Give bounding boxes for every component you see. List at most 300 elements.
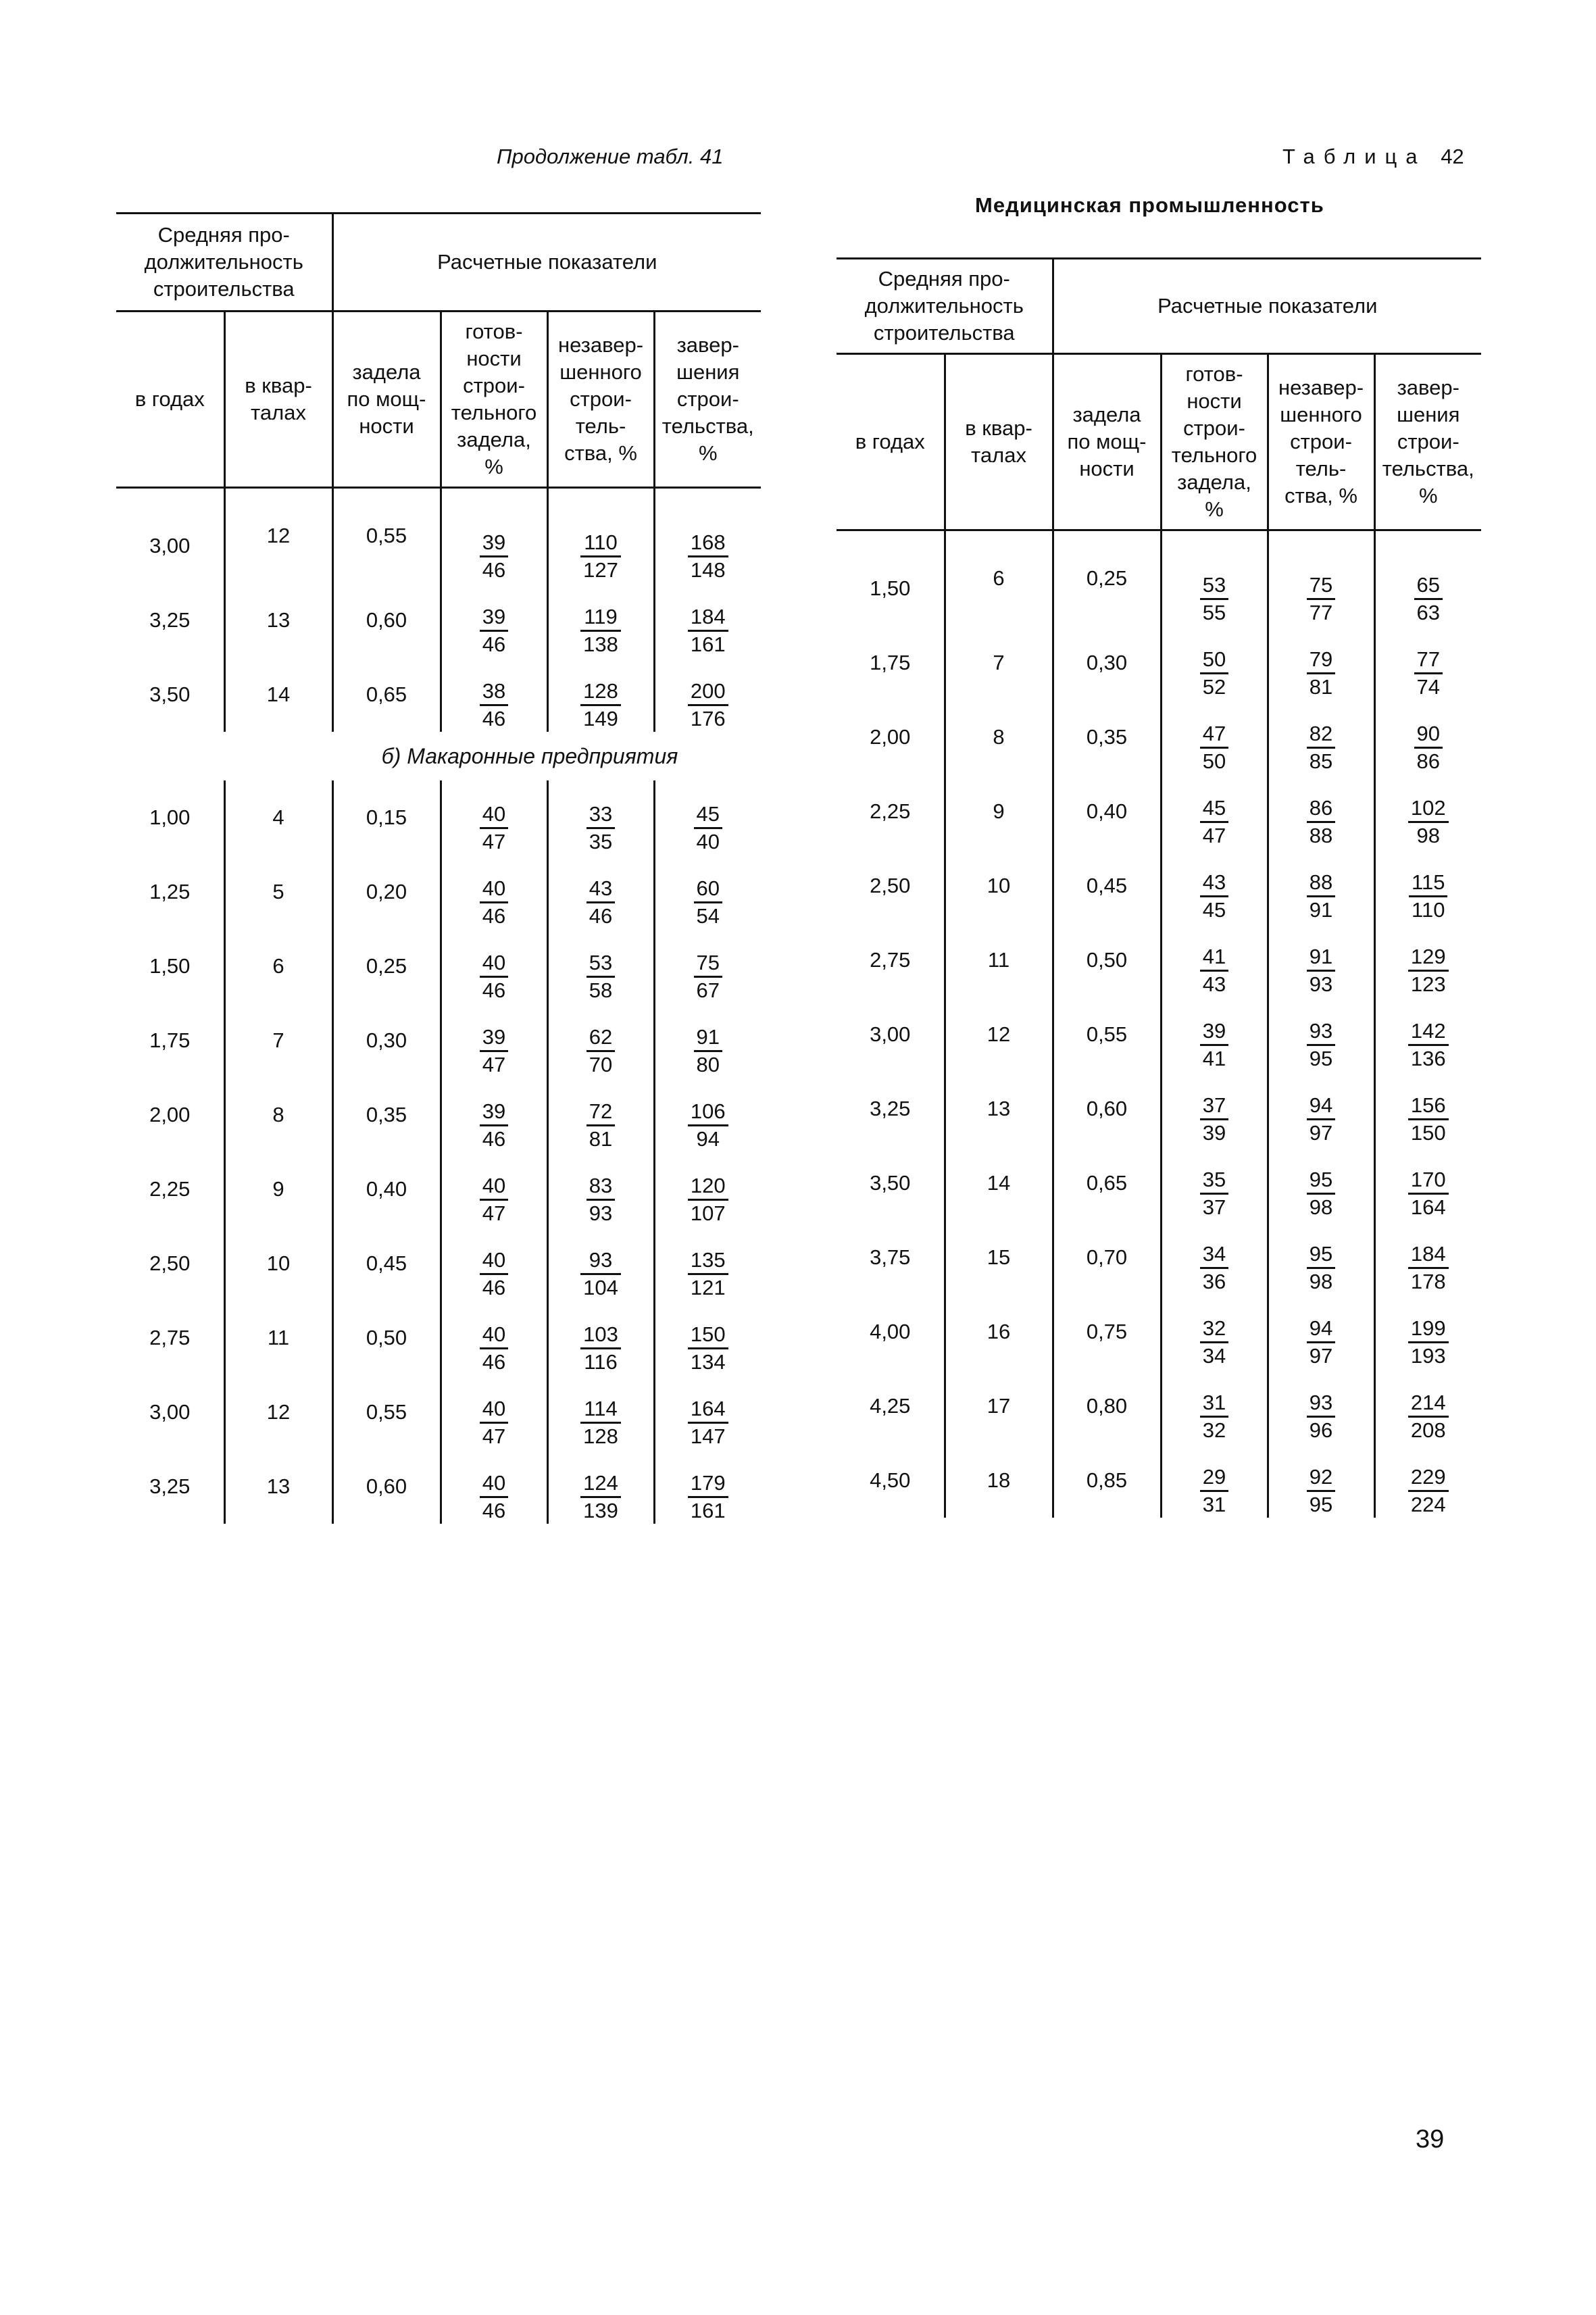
fraction-denominator: 46 [480,555,508,583]
cell-quarters: 13 [224,583,332,657]
cell-quarters: 8 [945,700,1053,774]
fraction-denominator: 35 [587,827,615,855]
fraction-denominator: 161 [688,1496,728,1524]
cell-completion [1374,530,1481,626]
table-row [837,1220,1481,1295]
section-title [116,732,761,780]
fraction-numerator: 168 [690,530,726,554]
fraction [1307,647,1335,700]
table-row [116,929,761,1003]
fraction [1414,647,1443,700]
fraction-denominator: 116 [580,1347,621,1375]
fraction-denominator: 128 [580,1422,621,1449]
fraction-denominator: 139 [580,1496,621,1524]
fraction-denominator: 46 [480,901,508,929]
fraction-denominator: 47 [1200,821,1228,849]
fraction-denominator: 150 [1408,1118,1449,1146]
cell-years: 4,50 [870,1468,911,1492]
fraction [580,1322,621,1375]
fraction [1414,572,1443,626]
fraction-denominator: 193 [1408,1341,1449,1369]
cell-quarters: 12 [224,1375,332,1449]
cell-completion [654,1003,761,1078]
fraction-numerator: 40 [482,1248,506,1272]
fraction-denominator: 107 [688,1199,728,1226]
cell-backlog: 0,45 [332,1226,441,1301]
fraction [688,1322,728,1375]
fraction [1200,647,1228,700]
fraction-denominator: 81 [1307,672,1335,700]
fraction-numerator: 199 [1410,1316,1446,1340]
cell-readiness [441,1003,547,1078]
fraction-numerator: 156 [1410,1093,1446,1117]
right-col-quarters-text: в квар- талах [965,416,1032,467]
cell-years: 1,75 [870,651,911,674]
fraction-denominator: 46 [480,976,508,1003]
fraction-denominator: 88 [1307,821,1335,849]
cell-readiness [1161,1146,1268,1220]
fraction [480,1099,508,1152]
cell-completion [654,780,761,855]
fraction-numerator: 103 [583,1322,618,1346]
fraction-denominator: 85 [1307,747,1335,774]
cell-backlog: 0,45 [1053,849,1161,923]
fraction-numerator: 50 [1202,647,1226,671]
cell-unfinished [547,1449,654,1524]
right-col-completion [1374,354,1481,530]
cell-readiness [441,1301,547,1375]
fraction [1307,1018,1335,1072]
cell-completion [1374,1220,1481,1295]
cell-unfinished [547,657,654,732]
fraction-numerator: 95 [1309,1168,1333,1191]
right-table-label [1282,145,1464,169]
cell-readiness [441,1152,547,1226]
fraction-numerator: 114 [584,1397,618,1420]
cell-readiness [1161,700,1268,774]
cell-backlog: 0,55 [332,1375,441,1449]
cell-completion [654,855,761,929]
fraction-numerator: 53 [589,951,613,974]
cell-years: 1,00 [149,805,191,829]
fraction [1200,944,1228,997]
cell-years: 1,50 [149,954,191,978]
fraction [1200,1093,1228,1146]
fraction-numerator: 33 [589,802,613,826]
cell-quarters: 9 [945,774,1053,849]
fraction [480,876,508,929]
cell-readiness [441,780,547,855]
right-table-title: Медицинская промышленность [975,193,1324,217]
table-row [116,1003,761,1078]
fraction-denominator: 47 [480,1050,508,1078]
right-header-duration [837,259,1053,354]
cell-completion [654,488,761,584]
cell-unfinished [547,1301,654,1375]
cell-completion [654,1226,761,1301]
fraction-numerator: 214 [1410,1391,1446,1414]
fraction [480,604,508,657]
fraction-numerator: 65 [1416,573,1440,597]
table-row [116,488,761,584]
fraction [1408,1390,1449,1443]
cell-readiness [1161,997,1268,1072]
cell-years: 4,00 [870,1320,911,1343]
cell-years: 2,25 [149,1177,191,1201]
fraction-numerator: 150 [690,1322,726,1346]
cell-readiness [1161,626,1268,700]
fraction [1307,721,1335,774]
cell-quarters: 5 [224,855,332,929]
cell-unfinished [547,929,654,1003]
cell-quarters: 13 [945,1072,1053,1146]
fraction [694,1024,722,1078]
fraction [480,1247,508,1301]
fraction-numerator: 110 [584,530,618,554]
fraction-denominator: 32 [1200,1416,1228,1443]
fraction-denominator: 36 [1200,1267,1228,1295]
right-col-backlog [1053,354,1161,530]
fraction [480,950,508,1003]
fraction [580,530,621,583]
fraction-numerator: 43 [1202,870,1226,894]
cell-readiness [441,855,547,929]
fraction-numerator: 179 [690,1471,726,1495]
cell-quarters: 12 [945,997,1053,1072]
fraction-numerator: 79 [1309,647,1333,671]
cell-backlog: 0,55 [332,488,441,584]
cell-backlog: 0,80 [1053,1369,1161,1443]
cell-unfinished [1268,1295,1374,1369]
cell-backlog: 0,40 [332,1152,441,1226]
fraction-denominator: 46 [480,1273,508,1301]
cell-backlog: 0,60 [332,583,441,657]
fraction-denominator: 127 [580,555,621,583]
fraction-denominator: 47 [480,1199,508,1226]
fraction [1414,721,1443,774]
cell-completion [1374,1443,1481,1518]
cell-quarters: 14 [945,1146,1053,1220]
fraction [694,950,722,1003]
cell-readiness [1161,1072,1268,1146]
cell-quarters: 11 [945,923,1053,997]
fraction-numerator: 83 [589,1174,613,1197]
cell-quarters: 6 [224,929,332,1003]
fraction [480,530,508,583]
cell-readiness [441,929,547,1003]
fraction-denominator: 41 [1200,1044,1228,1072]
fraction [1307,1241,1335,1295]
cell-completion [1374,997,1481,1072]
cell-readiness [441,1375,547,1449]
fraction-numerator: 45 [1202,796,1226,820]
fraction-denominator: 46 [480,704,508,732]
cell-unfinished [1268,923,1374,997]
fraction-numerator: 32 [1202,1316,1226,1340]
cell-completion [654,1301,761,1375]
cell-completion [1374,1072,1481,1146]
cell-years: 3,25 [870,1097,911,1120]
left-header-indicators [332,214,761,312]
right-col-quarters [945,354,1053,530]
fraction-numerator: 102 [1410,796,1446,820]
fraction-numerator: 34 [1202,1242,1226,1266]
cell-years: 2,00 [149,1103,191,1126]
cell-completion [654,583,761,657]
cell-unfinished [1268,1369,1374,1443]
fraction [480,1024,508,1078]
fraction [587,1173,615,1226]
fraction-denominator: 54 [694,901,722,929]
fraction-numerator: 229 [1410,1465,1446,1489]
cell-years: 2,50 [149,1251,191,1275]
fraction [1200,1018,1228,1072]
left-col-backlog-text: задела по мощ- ности [347,360,426,438]
fraction [580,1396,621,1449]
section-title-text: б) Макаронные предприятия [381,743,678,768]
cell-backlog: 0,25 [332,929,441,1003]
fraction-denominator: 55 [1200,598,1228,626]
cell-readiness [1161,923,1268,997]
fraction [480,1173,508,1226]
cell-years: 4,25 [870,1394,911,1418]
right-col-unfinished [1268,354,1374,530]
cell-years: 3,25 [149,608,191,632]
fraction [1307,1093,1335,1146]
cell-backlog: 0,20 [332,855,441,929]
fraction-denominator: 31 [1200,1490,1228,1518]
fraction [1200,1316,1228,1369]
cell-years: 3,50 [149,682,191,706]
fraction [587,876,615,929]
fraction-numerator: 43 [589,876,613,900]
table-row [837,1295,1481,1369]
fraction-denominator: 121 [688,1273,728,1301]
fraction-numerator: 119 [584,605,618,628]
fraction-numerator: 40 [482,1174,506,1197]
cell-completion [1374,1295,1481,1369]
fraction-numerator: 39 [482,1099,506,1123]
cell-quarters: 6 [945,530,1053,626]
fraction-numerator: 94 [1309,1316,1333,1340]
cell-years: 3,25 [149,1474,191,1498]
fraction [1409,870,1447,923]
left-table-caption: Продолжение табл. 41 [497,145,724,168]
cell-unfinished [547,1226,654,1301]
fraction-numerator: 184 [690,605,726,628]
cell-readiness [1161,530,1268,626]
fraction [688,1396,728,1449]
fraction-denominator: 95 [1307,1044,1335,1072]
right-col-completion-text: завер- шения строи- тельства, % [1382,376,1474,507]
right-col-years [837,354,945,530]
fraction-denominator: 80 [694,1050,722,1078]
fraction-denominator: 37 [1200,1193,1228,1220]
cell-backlog: 0,40 [1053,774,1161,849]
left-col-completion-text: завер- шения строи- тельства, % [662,333,754,465]
left-col-backlog [332,312,441,488]
fraction [1307,572,1335,626]
fraction-denominator: 95 [1307,1490,1335,1518]
fraction-numerator: 93 [1309,1019,1333,1043]
cell-unfinished [1268,774,1374,849]
cell-readiness [441,1449,547,1524]
left-col-years [116,312,224,488]
fraction-denominator: 46 [480,630,508,657]
fraction-denominator: 147 [688,1422,728,1449]
fraction-numerator: 129 [1410,945,1446,968]
fraction-numerator: 124 [583,1471,618,1495]
table-row [116,1226,761,1301]
cell-years: 3,00 [870,1022,911,1046]
cell-quarters: 17 [945,1369,1053,1443]
right-col-years-text: в годах [855,430,925,453]
fraction-denominator: 96 [1307,1416,1335,1443]
cell-backlog: 0,70 [1053,1220,1161,1295]
fraction-denominator: 93 [1307,970,1335,997]
cell-completion [1374,1146,1481,1220]
fraction [1408,1241,1449,1295]
cell-unfinished [547,1003,654,1078]
fraction [1307,870,1335,923]
cell-years: 2,00 [870,725,911,749]
fraction-denominator: 40 [694,827,722,855]
cell-unfinished [1268,1146,1374,1220]
fraction-denominator: 164 [1408,1193,1449,1220]
cell-backlog: 0,65 [332,657,441,732]
fraction [694,801,722,855]
fraction [1200,870,1228,923]
fraction-numerator: 47 [1202,722,1226,745]
fraction-numerator: 40 [482,1397,506,1420]
fraction-numerator: 77 [1416,647,1440,671]
table-row [837,530,1481,626]
right-header-indicators-text: Расчетные показатели [1157,294,1378,318]
fraction-denominator: 45 [1200,895,1228,923]
left-col-quarters [224,312,332,488]
fraction-denominator: 98 [1408,821,1449,849]
fraction [1200,572,1228,626]
fraction-denominator: 74 [1414,672,1443,700]
fraction [1307,795,1335,849]
cell-quarters: 13 [224,1449,332,1524]
fraction-denominator: 138 [580,630,621,657]
fraction-numerator: 37 [1202,1093,1226,1117]
cell-unfinished [1268,1220,1374,1295]
cell-unfinished [547,780,654,855]
fraction [1200,1167,1228,1220]
fraction-numerator: 115 [1412,870,1445,894]
right-table [837,257,1481,1518]
fraction [1408,1167,1449,1220]
fraction-denominator: 70 [587,1050,615,1078]
fraction-numerator: 184 [1410,1242,1446,1266]
cell-backlog: 0,75 [1053,1295,1161,1369]
fraction-numerator: 164 [690,1397,726,1420]
fraction [688,1247,728,1301]
fraction [480,1470,508,1524]
cell-readiness [1161,1295,1268,1369]
left-header-indicators-text: Расчетные показатели [437,250,657,274]
fraction-numerator: 170 [1410,1168,1446,1191]
cell-completion [654,1449,761,1524]
cell-years: 2,50 [870,874,911,897]
cell-completion [1374,1369,1481,1443]
fraction [1200,1241,1228,1295]
cell-readiness [441,1078,547,1152]
fraction [1307,1167,1335,1220]
cell-quarters: 10 [224,1226,332,1301]
fraction-numerator: 128 [583,679,618,703]
cell-unfinished [547,1078,654,1152]
cell-backlog: 0,50 [1053,923,1161,997]
cell-quarters: 7 [224,1003,332,1078]
cell-readiness [1161,1443,1268,1518]
cell-completion [1374,774,1481,849]
left-col-completion [654,312,761,488]
fraction-numerator: 41 [1202,945,1226,968]
cell-readiness [1161,774,1268,849]
left-col-readiness-text: готов- ности строи- тельного задела, % [451,320,537,478]
fraction-denominator: 91 [1307,895,1335,923]
fraction-numerator: 200 [690,679,726,703]
cell-backlog: 0,35 [332,1078,441,1152]
left-table [116,212,761,1524]
cell-backlog: 0,30 [332,1003,441,1078]
left-col-unfinished-text: незавер- шенного строи- тель- ства, % [557,333,644,465]
cell-quarters: 12 [224,488,332,584]
fraction-numerator: 92 [1309,1465,1333,1489]
fraction-denominator: 47 [480,827,508,855]
fraction [580,604,621,657]
table-row [116,1301,761,1375]
cell-completion [1374,626,1481,700]
fraction-numerator: 106 [690,1099,726,1123]
cell-completion [654,1078,761,1152]
table-row [837,626,1481,700]
fraction-denominator: 98 [1307,1267,1335,1295]
right-col-unfinished-text: незавер- шенного строи- тель- ства, % [1278,376,1364,507]
fraction-denominator: 34 [1200,1341,1228,1369]
cell-years: 1,50 [870,576,911,600]
cell-quarters: 8 [224,1078,332,1152]
fraction-numerator: 95 [1309,1242,1333,1266]
fraction-numerator: 72 [589,1099,613,1123]
cell-quarters: 14 [224,657,332,732]
cell-years: 2,25 [870,799,911,823]
cell-unfinished [1268,849,1374,923]
fraction [1408,1464,1449,1518]
left-header-duration [116,214,332,312]
cell-readiness [1161,849,1268,923]
cell-years: 2,75 [870,948,911,972]
fraction-numerator: 86 [1309,796,1333,820]
fraction-numerator: 38 [482,679,506,703]
fraction-denominator: 93 [587,1199,615,1226]
fraction-denominator: 208 [1408,1416,1449,1443]
fraction-denominator: 161 [688,630,728,657]
cell-readiness [1161,1220,1268,1295]
fraction-denominator: 63 [1414,598,1443,626]
fraction-numerator: 45 [696,802,720,826]
left-col-quarters-text: в квар- талах [245,374,312,424]
fraction-numerator: 29 [1202,1465,1226,1489]
fraction-numerator: 35 [1202,1168,1226,1191]
cell-backlog: 0,85 [1053,1443,1161,1518]
cell-completion [654,929,761,1003]
fraction-numerator: 135 [690,1248,726,1272]
fraction [1307,1464,1335,1518]
